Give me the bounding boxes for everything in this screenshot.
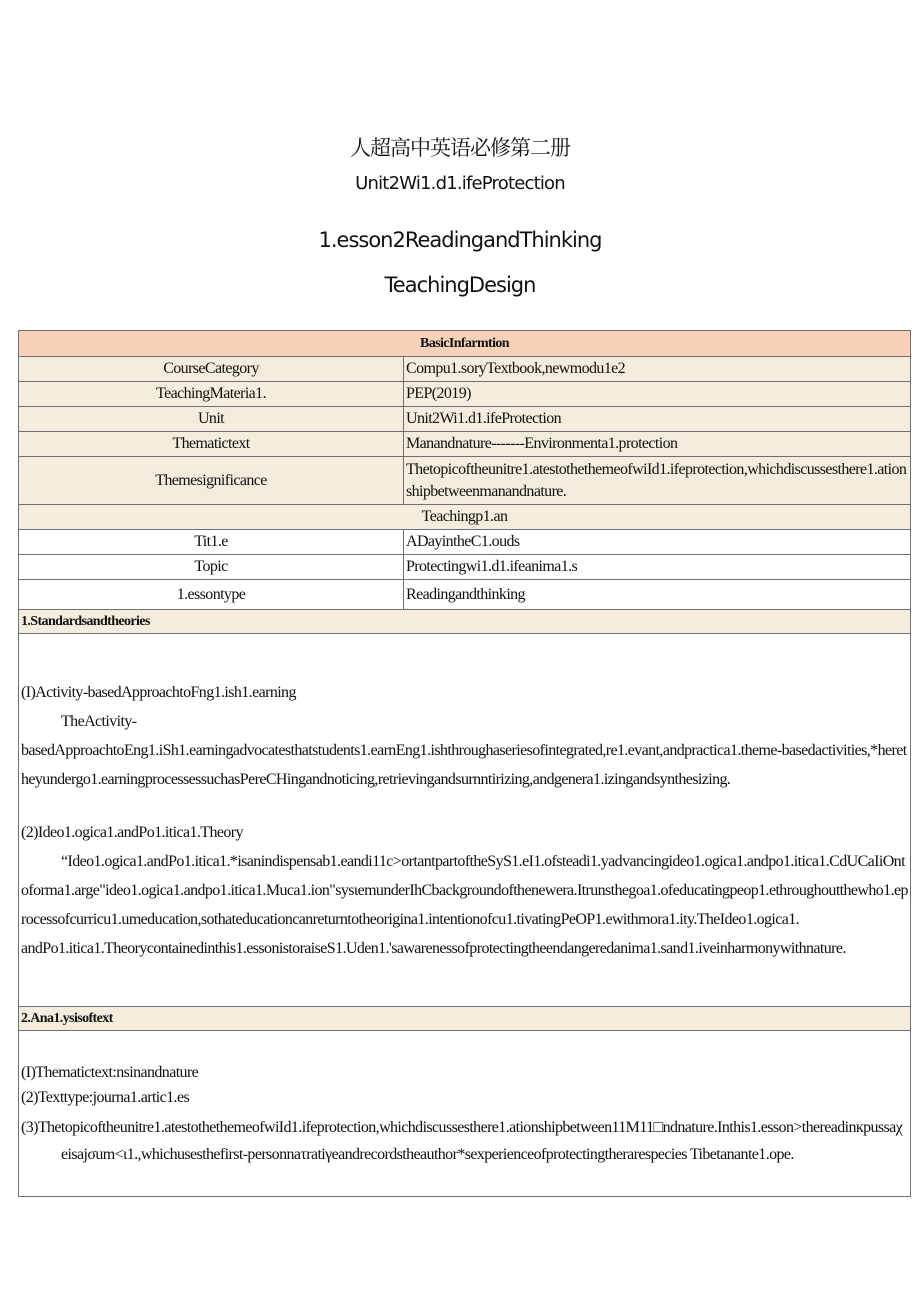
theory1-title: (I)Activity-basedApproachtoFng1.ish1.earning: [21, 683, 296, 701]
section1-body-row: [19, 634, 911, 1007]
theory2-body-cont: andPo1.itica1.Theorycontainedinthis1.essonistoraiseS1.Uden1.'sawarenessofprotectingtheendangeredanima1.sand1.iveinharmonywithnature.: [21, 939, 846, 957]
text-item-topic: (3)Thetopicoftheunitre1.atestothethemeofwiId1.ifeprotection,whichdiscussesthere1.ationshipbetween11M11□ndnature.Inthis1.esson>thereadinкpussaχeisajσum<ι1.,whichusesthefirst-personnaτratiγeandrecordstheauthor*sexperienceofprotectingtherarespecies Tibetanante1.ope.: [21, 1118, 903, 1163]
theory2-body: “Ideo1.ogica1.andPo1.itica1.*isanindispensab1.eandi11c>ortantpartoftheSyS1.eI1.ofsteadi1.yadvancingideo1.ogica1.andpo1.itica1.CdUCaIiOntoforma1.arge"ideo1.ogica1.andpo1.itica1.Muca1.ion"sysιemunderIhCbackgroundofthenewera.Itrunsthegoa1.ofeducatingpeop1.ethroughoutthewho1.eprocessofcurricu1.umeducation,sothateducationcanreturntotheorigina1.intentionofcu1.tivatingPeOP1.ewithmora1.ity.TheIdeo1.ogica1.: [21, 852, 908, 928]
unit-label: Unit: [19, 407, 404, 432]
plan-row-topic: [19, 555, 911, 580]
theme-significance-label: Themesignificance: [19, 457, 404, 505]
section2-body-row: [19, 1031, 911, 1197]
section2-header-row: [19, 1007, 911, 1031]
text-item-type: (2)Texttype:journa1.artic1.es: [21, 1088, 190, 1106]
unit-value: Unit2Wi1.d1.ifeProtection: [404, 407, 911, 432]
paragraph-gap: [21, 794, 908, 818]
info-row-thematic-text: [19, 432, 911, 457]
unit-title: Unit2Wi1.d1.ifeProtection: [355, 173, 565, 194]
teaching-design-table: [18, 330, 911, 1197]
teaching-plan-header-row: [19, 505, 911, 530]
topic-label: Topic: [19, 555, 404, 580]
section2-body: [19, 1031, 911, 1197]
section1-heading: 1.Standardsandtheories: [19, 610, 911, 634]
design-title: TeachingDesign: [384, 273, 536, 297]
topic-value: Protectingwi1.d1.ifeanima1.s: [404, 555, 911, 580]
thematic-text-label: Thematictext: [19, 432, 404, 457]
document-title: 人超高中英语必修第二册: [350, 136, 570, 160]
lesson-type-label: 1.essontype: [19, 580, 404, 610]
thematic-text-value: Manandnature-------Environmenta1.protection: [404, 432, 911, 457]
lesson-title: 1.esson2ReadingandThinking: [318, 228, 602, 252]
title-value: ADayintheC1.ouds: [404, 530, 911, 555]
plan-row-lesson-type: [19, 580, 911, 610]
section1-header-row: [19, 610, 911, 634]
course-category-label: CourseCategory: [19, 357, 404, 382]
theory2-title: (2)Ideo1.ogica1.andPo1.itica1.Theory: [21, 823, 243, 841]
theme-significance-value: Thetopicoftheunitre1.atestothethemeofwiId1.ifeprotection,whichdiscussesthere1.ationshipbetweenmanandnature.: [404, 457, 911, 505]
plan-row-title: [19, 530, 911, 555]
teaching-material-label: TeachingMateria1.: [19, 382, 404, 407]
teaching-material-value: PEP(2019): [404, 382, 911, 407]
teaching-plan-heading: Teachingp1.an: [19, 505, 911, 530]
section2-heading: 2.Ana1.ysisoftext: [19, 1007, 911, 1031]
basic-info-heading: BasicInfarmtion: [19, 331, 911, 357]
course-category-value: Compu1.soryTextbook,newmodu1e2: [404, 357, 911, 382]
title-label: Tit1.e: [19, 530, 404, 555]
text-item-thematic: (I)Thematictext:nsinandnature: [21, 1063, 199, 1081]
info-row-course-category: [19, 357, 911, 382]
theory1-intro: TheActivity-: [61, 712, 137, 730]
info-row-teaching-material: [19, 382, 911, 407]
theory1-body: basedApproachtoEng1.iSh1.earningadvocatesthatstudents1.earnEng1.ishthroughaseriesofintegrated,re1.evant,andpractica1.theme-basedactivities,*heretheyundergo1.earningprocessessuchasPereCHingandnoticing,retrievingandsurnntirizing,andgenera1.izingandsynthesizing.: [21, 741, 907, 788]
section1-body: [19, 634, 911, 1007]
info-row-unit: [19, 407, 911, 432]
basic-info-header-row: [19, 331, 911, 357]
lesson-type-value: Readingandthinking: [404, 580, 911, 610]
info-row-theme-significance: [19, 457, 911, 505]
